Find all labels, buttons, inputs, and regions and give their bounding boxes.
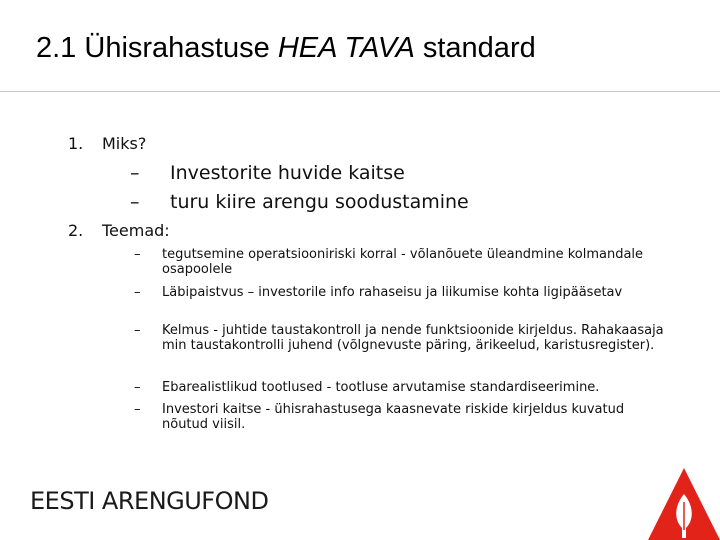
section-label: Teemad: [102, 221, 170, 240]
bullet-dash: – [130, 191, 140, 213]
section-number: 2. [68, 221, 84, 240]
bullet-dash: – [134, 402, 141, 417]
bullet-dash: – [134, 247, 141, 262]
list-item-text: Läbipaistvus – investorile info rahaseisu ja liikumise kohta ligipääsetav [162, 285, 623, 300]
title-divider [0, 91, 720, 92]
list-item-text: turu kiire arengu soodustamine [170, 191, 469, 213]
section-number: 1. [68, 134, 84, 153]
slide-title [36, 32, 536, 65]
list-item-text: Investori kaitse - ühisrahastusega kaasnevate riskide kirjeldus kuvatud nõutud viisil. [162, 402, 625, 432]
list-item-text: Ebarealistlikud tootlused - tootluse arvutamise standardiseerimine. [162, 380, 600, 395]
slide-title-suffix: standard [414, 32, 536, 64]
flame-leaf-icon [648, 464, 720, 540]
slide-title-prefix: 2.1 Ühisrahastuse [36, 32, 278, 64]
bullet-dash: – [130, 162, 140, 184]
bullet-dash: – [134, 285, 141, 300]
bullet-dash: – [134, 380, 141, 395]
section-label: Miks? [102, 134, 147, 153]
slide-title-italic: HEA TAVA [277, 32, 415, 64]
list-item-text: tegutsemine operatsiooniriski korral - võlanõuete üleandmine kolmandale osapoolele [162, 247, 644, 277]
footer-logo-text: EESTI ARENGUFOND [30, 487, 269, 515]
bullet-dash: – [134, 323, 141, 338]
list-item-text: Kelmus - juhtide taustakontroll ja nende funktsioonide kirjeldus. Rahakaasaja min taustakontrolli juhend (võlgnevuste päring, ärikeelud, karistusregister). [162, 323, 664, 353]
title-bar [0, 0, 720, 92]
list-item-text: Investorite huvide kaitse [170, 162, 405, 184]
